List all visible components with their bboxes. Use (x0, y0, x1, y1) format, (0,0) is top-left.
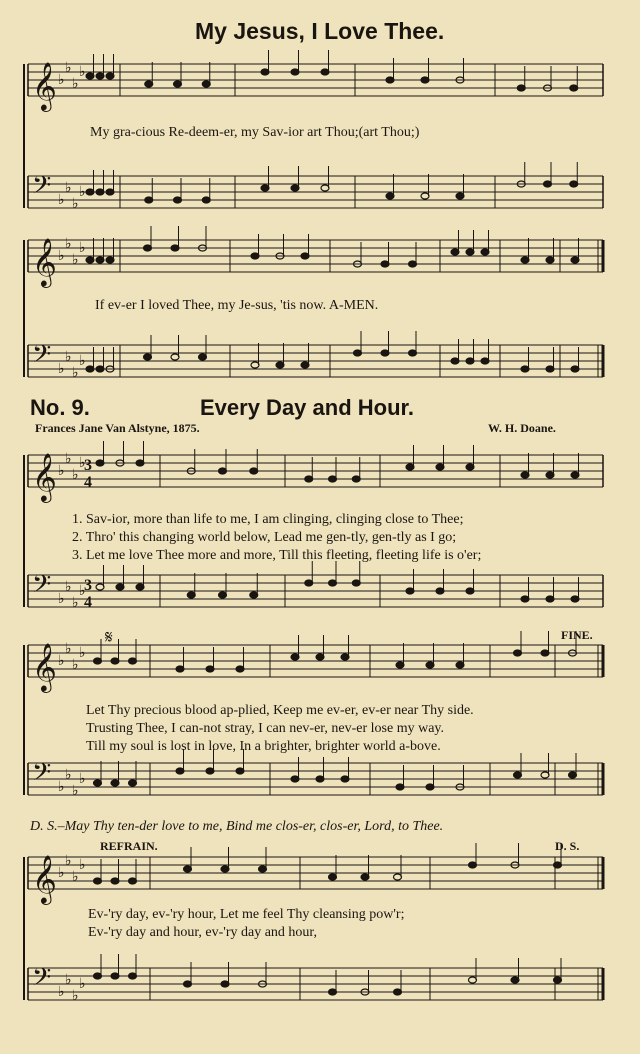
flat-sign-icon: ♭ (58, 591, 65, 607)
treble-clef-icon: 𝄞 (32, 237, 57, 286)
flat-sign-icon: ♭ (72, 76, 79, 92)
ds-mark: D. S. (555, 839, 580, 853)
flat-sign-icon: ♭ (72, 467, 79, 483)
flat-sign-icon: ♭ (79, 64, 86, 80)
flat-sign-icon: ♭ (58, 192, 65, 208)
flat-sign-icon: ♭ (58, 984, 65, 1000)
bass-clef-icon: 𝄢 (32, 570, 52, 605)
flat-sign-icon: ♭ (72, 595, 79, 611)
bass-clef-icon: 𝄢 (32, 963, 52, 998)
hymn1-title: My Jesus, I Love Thee. (195, 18, 445, 44)
flat-sign-icon: ♭ (65, 60, 72, 76)
verse1-line2: Let Thy precious blood ap-plied, Keep me ev-er, ev-er near Thy side. (86, 703, 474, 718)
ds-lyric-line: D. S.–May Thy ten-der love to me, Bind me clos-er, clos-er, Lord, to Thee. (30, 819, 444, 834)
verse2-line1: 2. Thro' this changing world below, Lead me gen-tly, gen-tly as I go; (72, 530, 457, 545)
flat-sign-icon: ♭ (72, 252, 79, 268)
treble-clef-icon: 𝄞 (32, 61, 57, 110)
bass-clef-icon: 𝄢 (32, 340, 52, 375)
flat-sign-icon: ♭ (58, 361, 65, 377)
flat-sign-icon: ♭ (58, 779, 65, 795)
treble-clef-icon: 𝄞 (32, 452, 57, 501)
flat-sign-icon: ♭ (79, 857, 86, 873)
refrain-label: REFRAIN. (100, 839, 158, 853)
flat-sign-icon: ♭ (65, 236, 72, 252)
flat-sign-icon: ♭ (58, 865, 65, 881)
flat-sign-icon: ♭ (65, 641, 72, 657)
flat-sign-icon: ♭ (65, 579, 72, 595)
flat-sign-icon: ♭ (72, 869, 79, 885)
hymn2-author: Frances Jane Van Alstyne, 1875. (35, 421, 200, 435)
flat-sign-icon: ♭ (72, 365, 79, 381)
treble-clef-icon: 𝄞 (32, 854, 57, 903)
flat-sign-icon: ♭ (79, 455, 86, 471)
flat-sign-icon: ♭ (79, 353, 86, 369)
time-signature-bottom: 4 (84, 594, 92, 611)
time-signature-bottom: 4 (84, 474, 92, 491)
verse3-line1: 3. Let me love Thee more and more, Till this fleeting, fleeting life is o'er; (72, 548, 482, 563)
flat-sign-icon: ♭ (79, 976, 86, 992)
flat-sign-icon: ♭ (65, 767, 72, 783)
verse2-line2: Trusting Thee, I can-not stray, I can nev-er, nev-er lose my way. (86, 721, 445, 736)
bass-clef-icon: 𝄢 (32, 171, 52, 206)
fine-mark: FINE. (561, 628, 593, 642)
hymn2-title: Every Day and Hour. (200, 395, 414, 420)
hymn2-composer: W. H. Doane. (488, 421, 556, 435)
flat-sign-icon: ♭ (65, 972, 72, 988)
flat-sign-icon: ♭ (58, 463, 65, 479)
flat-sign-icon: ♭ (65, 349, 72, 365)
flat-sign-icon: ♭ (79, 240, 86, 256)
flat-sign-icon: ♭ (72, 657, 79, 673)
verse3-line2: Till my soul is lost in love, In a brighter, brighter world a-bove. (86, 739, 441, 754)
flat-sign-icon: ♭ (65, 180, 72, 196)
flat-sign-icon: ♭ (79, 645, 86, 661)
hymn1-lyrics-line1: My gra-cious Re-deem-er, my Sav-ior art Thou;(art Thou;) (90, 125, 420, 140)
verse1-line1: 1. Sav-ior, more than life to me, I am clinging, clinging close to Thee; (72, 512, 464, 527)
bass-clef-icon: 𝄢 (32, 758, 52, 793)
flat-sign-icon: ♭ (72, 988, 79, 1004)
refrain-line1: Ev-'ry day, ev-'ry hour, Let me feel Thy cleansing pow'r; (88, 907, 405, 922)
time-signature-top: 3 (84, 577, 92, 594)
hymn2-number: No. 9. (30, 395, 90, 420)
flat-sign-icon: ♭ (72, 783, 79, 799)
hymn1-lyrics-line2: If ev-er I loved Thee, my Je-sus, 'tis now. A-MEN. (95, 298, 379, 313)
segno-sign-icon: 𝄋 (105, 627, 113, 648)
flat-sign-icon: ♭ (79, 771, 86, 787)
treble-clef-icon: 𝄞 (32, 642, 57, 691)
flat-sign-icon: ♭ (58, 72, 65, 88)
time-signature-top: 3 (84, 457, 92, 474)
flat-sign-icon: ♭ (65, 853, 72, 869)
flat-sign-icon: ♭ (79, 583, 86, 599)
flat-sign-icon: ♭ (72, 196, 79, 212)
flat-sign-icon: ♭ (65, 451, 72, 467)
flat-sign-icon: ♭ (79, 184, 86, 200)
refrain-line2: Ev-'ry day and hour, ev-'ry day and hour, (88, 925, 318, 940)
flat-sign-icon: ♭ (58, 653, 65, 669)
flat-sign-icon: ♭ (58, 248, 65, 264)
